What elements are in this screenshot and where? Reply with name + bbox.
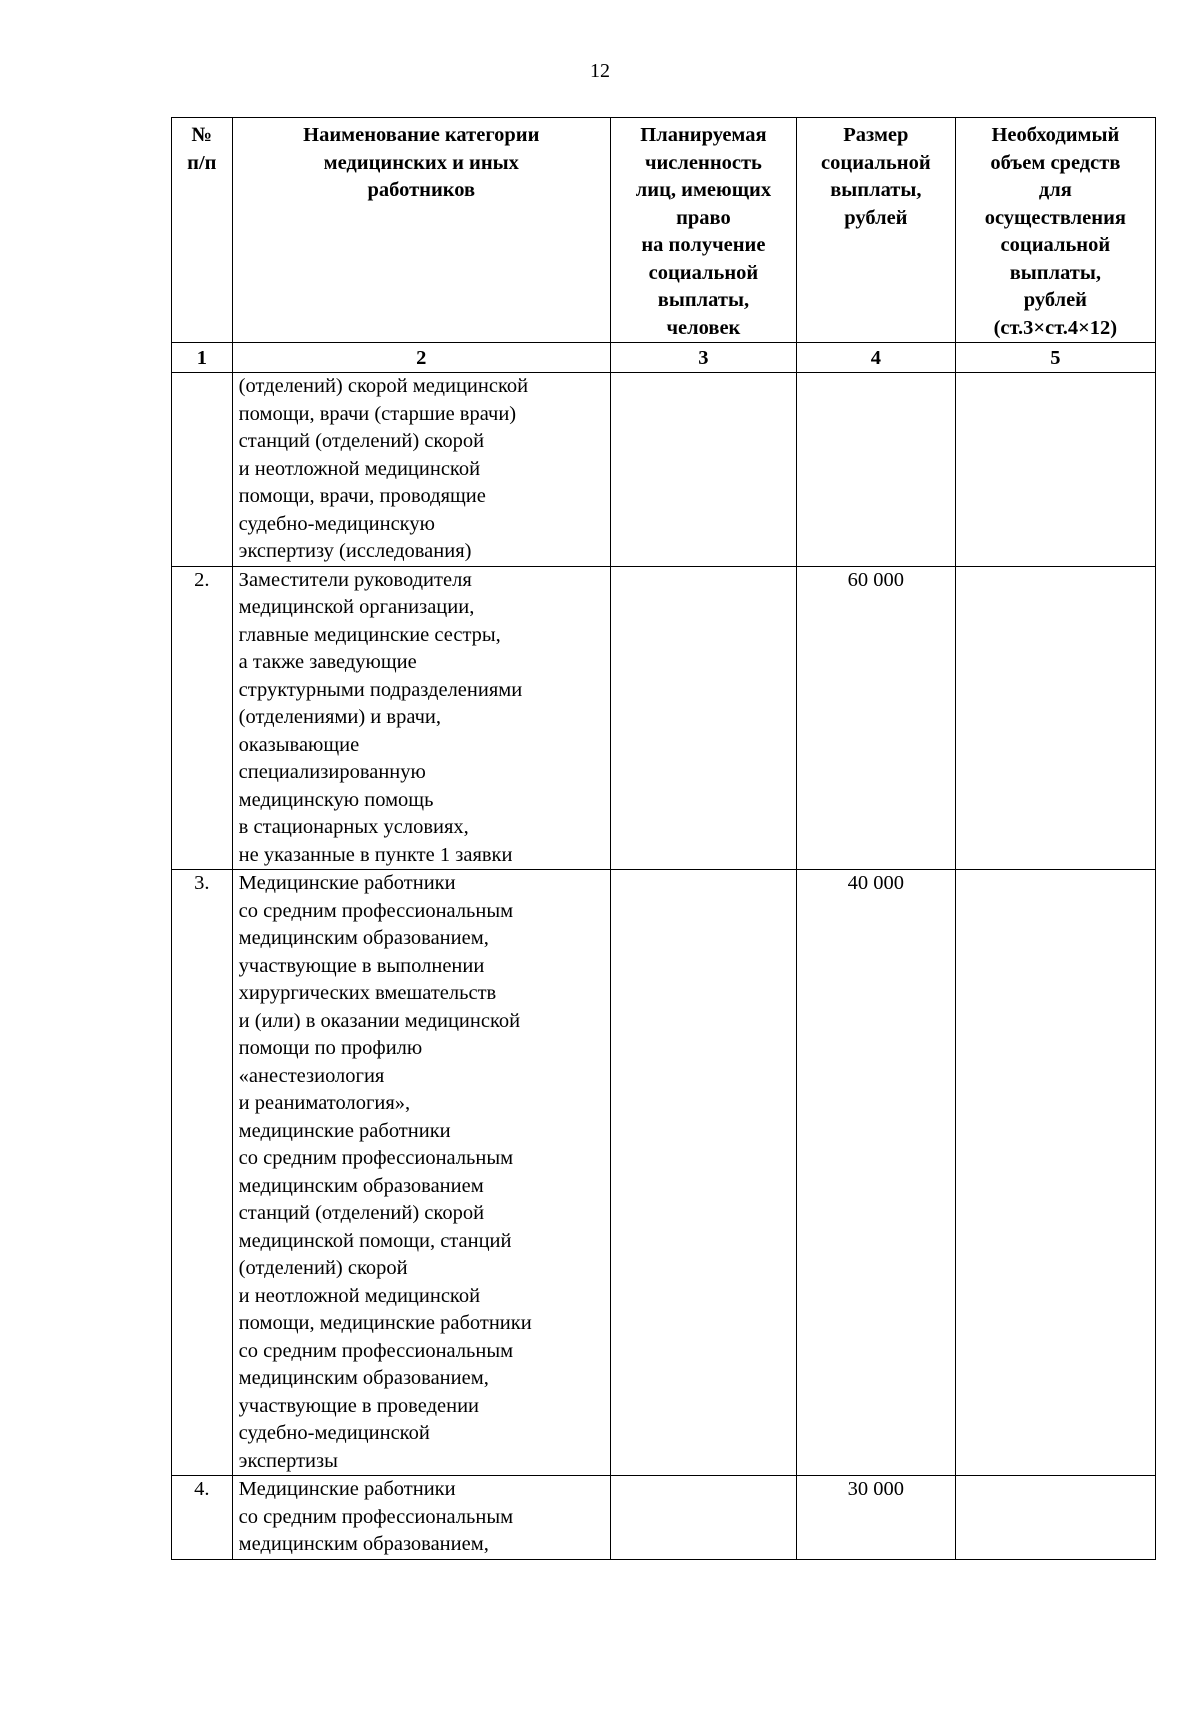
table-row bbox=[172, 566, 1156, 870]
category-name-line: и (или) в оказании медицинской bbox=[238, 1009, 521, 1032]
header-line: человек bbox=[666, 316, 741, 339]
header-payment-size bbox=[796, 118, 955, 343]
category-name-line: участвующие в выполнении bbox=[238, 954, 485, 977]
category-name-line: помощи, медицинские работники bbox=[238, 1312, 532, 1334]
category-name-line: станций (отделений) скорой bbox=[238, 430, 485, 452]
header-line: Наименование категории bbox=[303, 124, 540, 146]
category-name bbox=[232, 566, 610, 870]
header-line: на получение bbox=[641, 234, 766, 256]
header-line: № bbox=[191, 124, 213, 146]
row-number: 3. bbox=[172, 870, 233, 1476]
header-line: работников bbox=[367, 179, 476, 201]
category-name-line: главные медицинские сестры, bbox=[238, 623, 501, 646]
category-name-line: помощи, врачи, проводящие bbox=[238, 485, 486, 507]
category-name-line: Заместители руководителя bbox=[238, 568, 472, 591]
category-name-line: (отделений) скорой медицинской bbox=[238, 375, 529, 397]
header-line: п/п bbox=[187, 151, 217, 174]
header-line: лиц, имеющих bbox=[635, 179, 772, 201]
category-name-line: структурными подразделениями bbox=[238, 678, 523, 701]
header-line: право bbox=[676, 206, 731, 229]
header-line: для bbox=[1038, 179, 1072, 201]
payment-size: 40 000 bbox=[796, 870, 955, 1476]
planned-count bbox=[610, 566, 796, 870]
category-name-line: а также заведующие bbox=[238, 651, 417, 673]
column-number-row bbox=[172, 343, 1156, 373]
category-name-line: медицинским образованием, bbox=[238, 1533, 489, 1555]
category-name-line: Медицинские работники bbox=[238, 1478, 456, 1500]
category-name-line: экспертизу (исследования) bbox=[238, 540, 472, 562]
header-line: социальной bbox=[1000, 234, 1111, 256]
category-name-line: хирургических вмешательств bbox=[238, 982, 497, 1004]
header-line: Необходимый bbox=[991, 124, 1120, 146]
category-name-line: участвующие в проведении bbox=[238, 1394, 480, 1417]
column-number: 2 bbox=[232, 343, 610, 373]
header-line: социальной bbox=[821, 151, 931, 174]
category-name-line: медицинским образованием bbox=[238, 1174, 484, 1197]
column-number: 3 bbox=[610, 343, 796, 373]
table-header-row bbox=[172, 118, 1156, 343]
category-name-line: со средним профессиональным bbox=[238, 1505, 514, 1528]
required-funds bbox=[955, 870, 1155, 1476]
category-name-line: со средним профессиональным bbox=[238, 1339, 514, 1362]
table-row bbox=[172, 1476, 1156, 1560]
header-line: объем средств bbox=[990, 151, 1121, 174]
planned-count bbox=[610, 373, 796, 567]
category-name-line: медицинским образованием, bbox=[238, 927, 489, 949]
payment-size: 30 000 bbox=[796, 1476, 955, 1560]
category-name-line: медицинской организации, bbox=[238, 596, 475, 618]
header-line: (ст.3×ст.4×12) bbox=[993, 316, 1118, 339]
header-planned-count bbox=[610, 118, 796, 343]
category-name-line: со средним профессиональным bbox=[238, 1147, 514, 1169]
category-name bbox=[232, 870, 610, 1476]
column-number: 1 bbox=[172, 343, 233, 373]
category-name-line: судебно-медицинской bbox=[238, 1422, 430, 1444]
table-row bbox=[172, 373, 1156, 567]
column-number: 5 bbox=[955, 343, 1155, 373]
header-line: рублей bbox=[1023, 289, 1087, 311]
category-name-line: медицинским образованием, bbox=[238, 1367, 489, 1389]
category-name-line: «анестезиология bbox=[238, 1064, 385, 1087]
required-funds bbox=[955, 566, 1155, 870]
category-name-line: медицинскую помощь bbox=[238, 788, 434, 811]
category-name-line: медицинской помощи, станций bbox=[238, 1229, 512, 1252]
category-name-line: Медицинские работники bbox=[238, 872, 456, 894]
category-name-line: и неотложной медицинской bbox=[238, 1284, 481, 1307]
header-line: рублей bbox=[844, 206, 908, 229]
header-line: численность bbox=[644, 151, 762, 174]
category-name-line: специализированную bbox=[238, 761, 426, 783]
category-name-line: не указанные в пункте 1 заявки bbox=[238, 843, 513, 866]
header-line: осуществления bbox=[984, 206, 1126, 229]
payment-size bbox=[796, 373, 955, 567]
required-funds bbox=[955, 373, 1155, 567]
header-line: Планируемая bbox=[640, 124, 767, 146]
category-name bbox=[232, 373, 610, 567]
category-name-line: со средним профессиональным bbox=[238, 899, 514, 922]
header-line: медицинских и иных bbox=[323, 151, 519, 174]
header-line: выплаты, bbox=[657, 289, 750, 311]
header-category-name bbox=[232, 118, 610, 343]
table-row bbox=[172, 870, 1156, 1476]
category-name-line: и неотложной медицинской bbox=[238, 457, 481, 480]
category-name-line: и реаниматология», bbox=[238, 1092, 411, 1114]
table-body bbox=[172, 373, 1156, 1560]
header-required-funds bbox=[955, 118, 1155, 343]
required-funds bbox=[955, 1476, 1155, 1560]
row-number: 4. bbox=[172, 1476, 233, 1560]
header-line: выплаты, bbox=[830, 179, 922, 201]
column-number: 4 bbox=[796, 343, 955, 373]
category-name-line: экспертизы bbox=[238, 1449, 338, 1472]
header-number bbox=[172, 118, 233, 343]
category-name-line: в стационарных условиях, bbox=[238, 816, 469, 838]
row-number bbox=[172, 373, 233, 567]
header-line: социальной bbox=[648, 261, 759, 284]
payment-size: 60 000 bbox=[796, 566, 955, 870]
category-name-line: станций (отделений) скорой bbox=[238, 1202, 485, 1224]
category-name-line: (отделениями) и врачи, bbox=[238, 706, 441, 728]
category-name-line: помощи, врачи (старшие врачи) bbox=[238, 402, 517, 425]
header-line: Размер bbox=[843, 124, 909, 146]
category-name-line: оказывающие bbox=[238, 733, 360, 756]
category-name-line: судебно-медицинскую bbox=[238, 512, 435, 535]
social-payment-table bbox=[171, 117, 1156, 1560]
page-number: 12 bbox=[590, 60, 610, 82]
header-line: выплаты, bbox=[1009, 261, 1102, 284]
category-name-line: помощи по профилю bbox=[238, 1037, 423, 1059]
planned-count bbox=[610, 870, 796, 1476]
category-name-line: медицинские работники bbox=[238, 1119, 451, 1142]
row-number: 2. bbox=[172, 566, 233, 870]
category-name bbox=[232, 1476, 610, 1560]
planned-count bbox=[610, 1476, 796, 1560]
category-name-line: (отделений) скорой bbox=[238, 1257, 408, 1279]
